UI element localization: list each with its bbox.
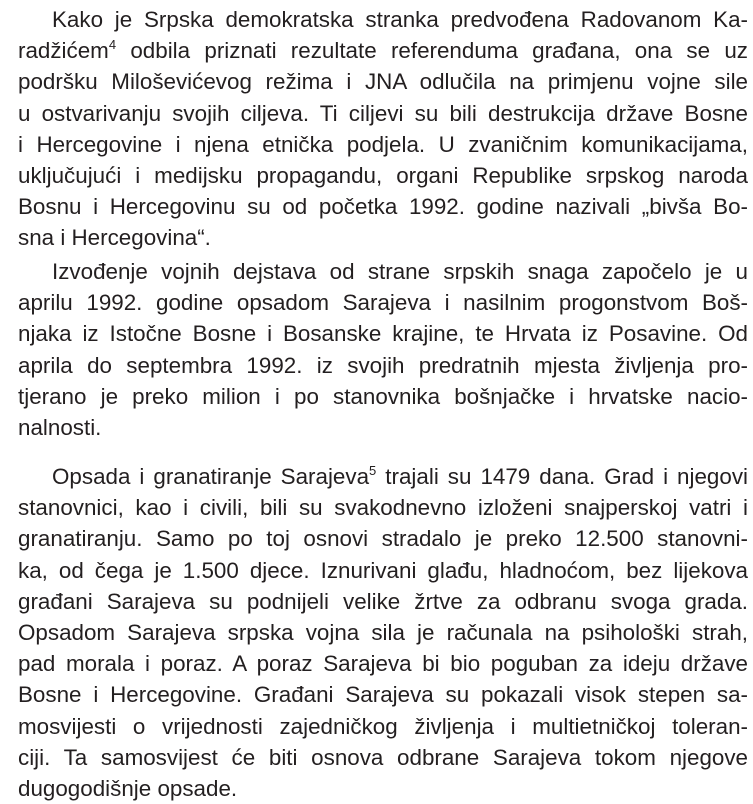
footnote-marker: 5 [369, 463, 377, 478]
text-fragment: radžićem [18, 38, 109, 64]
text-line: aprilu 1992. godine opsadom Sarajeva i nasilnim progonstvom Boš- [18, 290, 748, 316]
text-line: ka, od čega je 1.500 djece. Iznurivani glađu, hladnoćom, bez lijekova [18, 557, 748, 583]
text-line: uključujući i medijsku propagandu, organi Republike srpskog naroda [18, 162, 748, 188]
text-line [18, 461, 748, 492]
footnote-marker: 4 [108, 37, 117, 53]
paragraph-1 [18, 4, 748, 254]
text-line: granatiranju. Samo po toj osnovi stradalo je preko 12.500 stanovni- [18, 526, 748, 552]
text-line: mosvijesti o vrijednosti zajedničkog življenja i multietničkoj toleran- [18, 713, 748, 739]
text-line: tjerano je preko milion i po stanovnika bošnjačke i hrvatske nacio- [18, 383, 748, 409]
text-line: Bosnu i Hercegovinu su od početka 1992. godine nazivali „bivša Bo- [18, 194, 748, 220]
text-line: nalnosti. [18, 414, 102, 440]
text-line: ciji. Ta samosvijest će biti osnova odbrane Sarajeva tokom njegove [18, 744, 748, 770]
text-line: i Hercegovine i njena etnička podjela. U zvaničnim komunikacijama, [18, 131, 748, 157]
text-line: građani Sarajeva su podnijeli velike žrtve za odbranu svoga grada. [18, 588, 748, 614]
text-fragment: trajali su 1479 dana. Grad i njegovi [385, 464, 748, 489]
text-line: Bosne i Hercegovine. Građani Sarajeva su pokazali visok stepen sa- [18, 682, 748, 708]
text-line: sna i Hercegovina“. [18, 225, 211, 251]
text-line: dugogodišnje opsade. [18, 775, 238, 801]
paragraph-3 [18, 461, 748, 804]
text-line: Izvođenje vojnih dejstava od strane srpskih snaga započelo je u [52, 259, 748, 284]
paragraph-2 [18, 256, 748, 443]
text-line: stanovnici, kao i civili, bili su svakodnevno izloženi snajperskoj vatri i [18, 495, 748, 521]
text-fragment: Opsada i granatiranje Sarajeva [52, 464, 370, 489]
text-line [18, 35, 748, 66]
text-line: njaka iz Istočne Bosne i Bosanske krajine, te Hrvata iz Posavine. Od [18, 321, 748, 347]
text-line: podršku Miloševićevog režima i JNA odlučila na primjenu vojne sile [18, 69, 748, 95]
text-line: aprila do septembra 1992. iz svojih predratnih mjesta življenja pro- [18, 352, 748, 378]
text-line: pad morala i poraz. A poraz Sarajeva bi bio poguban za ideju države [18, 651, 748, 677]
text-line: Kako je Srpska demokratska stranka predvođena Radovanom Ka- [52, 7, 748, 32]
text-line: u ostvarivanju svojih ciljeva. Ti ciljevi su bili destrukcija države Bosne [18, 100, 748, 126]
text-line: Opsadom Sarajeva srpska vojna sila je računala na psihološki strah, [18, 619, 748, 645]
text-fragment: odbila priznati rezultate referenduma građana, ona se uz [130, 38, 748, 64]
